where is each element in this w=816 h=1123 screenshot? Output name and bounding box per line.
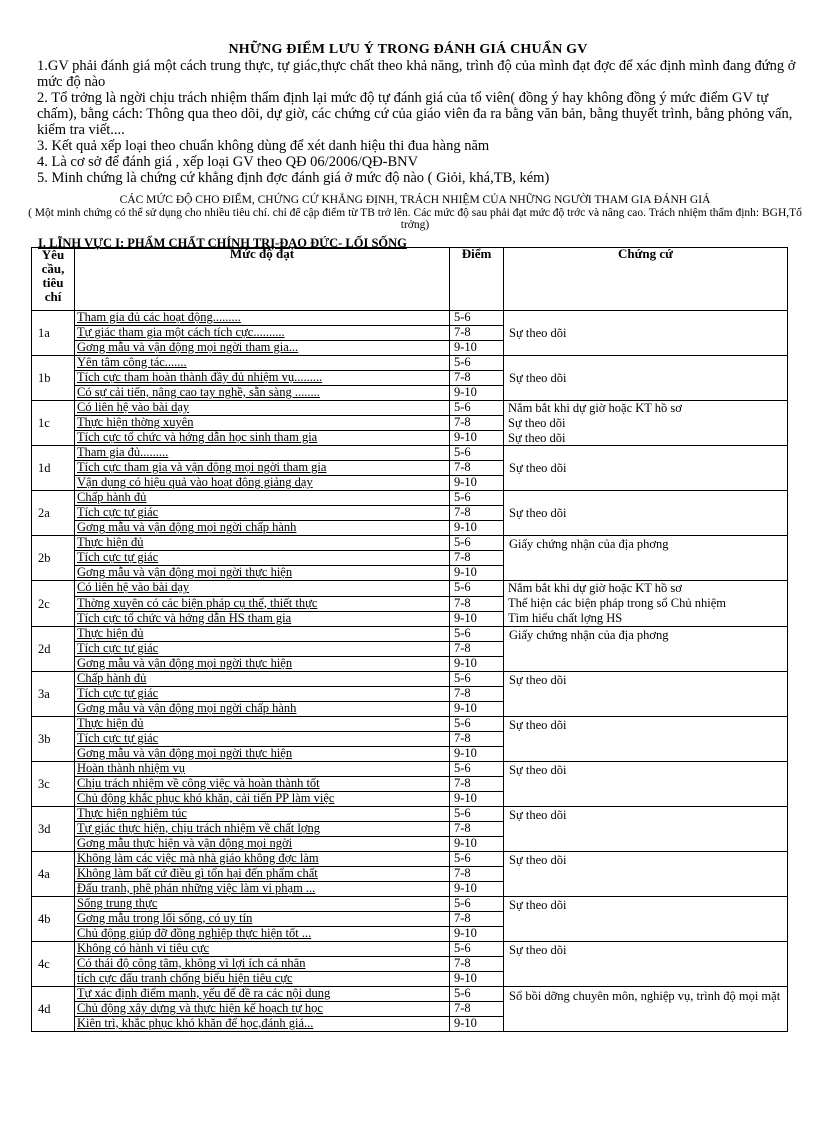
score-range: 9-10 [450,701,504,716]
score-range: 9-10 [450,386,504,401]
score-range: 9-10 [450,746,504,761]
criterion-id: 3b [32,716,75,761]
level-description: Thực hiện đủ [75,716,450,731]
evidence-cell: Sự theo dõi [504,716,788,761]
level-description: Chấp hành đủ [75,671,450,686]
score-range: 5-6 [450,896,504,911]
score-range: 7-8 [450,1001,504,1016]
score-range: 9-10 [450,611,504,626]
criterion-id: 1b [32,356,75,401]
intro-list [37,58,807,186]
score-range: 9-10 [450,341,504,356]
evidence-cell: Sự theo dõi [504,941,788,986]
level-description: Không có hành vi tiêu cực [75,941,450,956]
criterion-id: 1d [32,446,75,491]
level-description: Tích cực tổ chức và hớng dẫn học sinh tham gia [75,431,450,446]
criterion-id: 2d [32,626,75,671]
level-description: Chịu trách nhiệm về công việc và hoàn thành tốt [75,776,450,791]
level-description: Gơng mẫu và vận động mọi ngời chấp hành [75,521,450,536]
table-row [32,311,788,326]
level-description: Gơng mẫu trong lối sống, có uy tín [75,911,450,926]
score-range: 7-8 [450,911,504,926]
level-description: Thờng xuyên có các biện pháp cụ thể, thiết thực [75,596,450,611]
section-note: ( Một minh chứng có thể sử dụng cho nhiều tiêu chí. chỉ để cập điểm từ TB trở lên. Các mức độ sau phải đạt mức độ trớc và nâng cao. Trách nhiệm thẩm định: BGH,Tổ trởng) [28,207,802,231]
table-row [32,536,788,551]
level-description: Gơng mẫu và vận động mọi ngời thực hiện [75,566,450,581]
evidence-cell [504,401,788,446]
intro-item-2: 2. Tổ trởng là ngời chịu trách nhiệm thẩm định lại mức độ tự đánh giá của tổ viên( đồng ý hay không đồng ý mức điểm GV tự chấm), bằng cách: Thông qua theo dõi, dự giờ, các chứng cứ của giáo viên đa ra bằng văn bản, bằng thuyết trình, bằng phỏng vấn, kiểm tra viết.... [37,90,793,138]
level-description: Có liên hệ vào bài dạy [75,401,450,416]
score-range: 7-8 [450,596,504,611]
level-description: Tích cực tham hoàn thành đầy đủ nhiệm vụ......... [75,371,450,386]
score-range: 9-10 [450,971,504,986]
score-range: 7-8 [450,866,504,881]
score-range: 5-6 [450,356,504,371]
evidence-cell: Sự theo dõi [504,761,788,806]
score-range: 9-10 [450,1016,504,1031]
evidence-item: Sự theo dõi [508,415,566,430]
evidence-cell: Sự theo dõi [504,851,788,896]
score-range: 5-6 [450,446,504,461]
evidence-item: Nắm bắt khi dự giờ hoặc KT hồ sơ [508,401,682,415]
score-range: 7-8 [450,461,504,476]
score-range: 7-8 [450,551,504,566]
table-row [32,446,788,461]
evidence-cell: Sổ bồi dỡng chuyên môn, nghiệp vụ, trình độ mọi mặt [504,986,788,1031]
section-subheading: CÁC MỨC ĐỘ CHO ĐIỂM, CHỨNG CỨ KHẲNG ĐỊNH, TRÁCH NHIỆM CỦA NHỮNG NGƯỜI THAM GIA ĐÁNH GIÁ [119,194,711,206]
level-description: Không làm bất cứ điều gì tổn hại đến phẩm chất [75,866,450,881]
level-description: Gơng mẫu và vận động mọi ngời tham gia... [75,341,450,356]
header-evidence: Chứng cứ [504,248,788,311]
evidence-cell: Sự theo dõi [504,491,788,536]
score-range: 7-8 [450,326,504,341]
score-range: 7-8 [450,821,504,836]
level-description: Tự giác tham gia một cách tích cực.......... [75,326,450,341]
score-range: 5-6 [450,581,504,596]
evidence-cell: Giấy chứng nhận của địa phơng [504,536,788,581]
criterion-id: 3c [32,761,75,806]
level-description: Tích cực tham gia và vận động mọi ngời tham gia [75,461,450,476]
table-row [32,581,788,596]
criterion-id: 2a [32,491,75,536]
level-description: Thực hiện thờng xuyên [75,416,450,431]
criterion-id: 4b [32,896,75,941]
table-row [32,401,788,416]
table-row [32,806,788,821]
evidence-item: Thể hiện các biện pháp trong sổ Chủ nhiệm [508,596,726,611]
level-description: Chủ động xây dựng và thực hiện kế hoạch tự học [75,1001,450,1016]
score-range: 9-10 [450,791,504,806]
level-description: Vận dụng có hiệu quả vào hoạt động giảng dạy [75,476,450,491]
table-row [32,491,788,506]
score-range: 7-8 [450,956,504,971]
level-description: Sống trung thực [75,896,450,911]
score-range: 5-6 [450,536,504,551]
level-description: Thực hiện nghiêm túc [75,806,450,821]
level-description: Có thái độ công tâm, không vì lợi ích cá nhân [75,956,450,971]
criterion-id: 4c [32,941,75,986]
score-range: 7-8 [450,641,504,656]
level-description: Kiên trì, khắc phục khó khăn để học,đánh giá... [75,1016,450,1031]
score-range: 5-6 [450,491,504,506]
table-header-row [32,248,788,311]
criterion-id: 2b [32,536,75,581]
score-range: 5-6 [450,311,504,326]
level-description: Tích cực tự giác [75,506,450,521]
score-range: 5-6 [450,626,504,641]
evidence-cell: Sự theo dõi [504,806,788,851]
evidence-cell: Sự theo dõi [504,671,788,716]
table-body [32,311,788,1032]
criterion-id: 3d [32,806,75,851]
score-range: 9-10 [450,431,504,446]
score-range: 9-10 [450,926,504,941]
table-row [32,626,788,641]
score-range: 9-10 [450,881,504,896]
intro-item-3: 3. Kết quả xếp loại theo chuẩn không dùng để xét danh hiệu thi đua hàng năm [37,138,490,154]
score-range: 9-10 [450,836,504,851]
table-row [32,986,788,1001]
table-row [32,671,788,686]
table-row [32,356,788,371]
evidence-cell: Sự theo dõi [504,896,788,941]
score-range: 7-8 [450,686,504,701]
level-description: Có sự cải tiến, nâng cao tay nghề, sẵn sàng ........ [75,386,450,401]
level-description: Thực hiện đủ [75,536,450,551]
criterion-id: 4d [32,986,75,1031]
level-description: Tích cực tổ chức và hớng dẫn HS tham gia [75,611,450,626]
section-heading: I. LĨNH VỰC I: PHẨM CHẤT CHÍNH TRỊ-ĐẠO ĐỨC- LỐI SỐNG [38,236,407,250]
level-description: Chấp hành đủ [75,491,450,506]
document-title: NHỮNG ĐIỂM LƯU Ý TRONG ĐÁNH GIÁ CHUẨN GV [228,42,588,57]
score-range: 5-6 [450,671,504,686]
level-description: Có liên hệ vào bài dạy [75,581,450,596]
score-range: 5-6 [450,986,504,1001]
score-range: 5-6 [450,401,504,416]
score-range: 9-10 [450,566,504,581]
score-range: 5-6 [450,761,504,776]
level-description: Tích cực tự giác [75,731,450,746]
score-range: 5-6 [450,851,504,866]
score-range: 9-10 [450,656,504,671]
intro-item-4: 4. Là cơ sở để đánh giá , xếp loại GV theo QĐ 06/2006/QĐ-BNV [37,154,419,170]
level-description: Gơng mẫu và vận động mọi ngời thực hiện [75,656,450,671]
evidence-cell: Sự theo dõi [504,356,788,401]
level-description: Tham gia đủ các hoạt động......... [75,311,450,326]
level-description: Đấu tranh, phê phán những việc làm vi phạm ... [75,881,450,896]
header-level: Mức độ đạt [75,248,450,311]
score-range: 5-6 [450,716,504,731]
table-row [32,716,788,731]
level-description: Tích cực tự giác [75,551,450,566]
score-range: 5-6 [450,806,504,821]
header-requirement: Yêu cầu, tiêu chí [32,248,75,311]
table-row [32,896,788,911]
evidence-item: Tìm hiểu chất lợng HS [508,610,623,625]
level-description: Tích cực tự giác [75,686,450,701]
level-description: Hoàn thành nhiệm vụ [75,761,450,776]
score-range: 7-8 [450,506,504,521]
level-description: Chủ động khắc phục khó khăn, cải tiến PP làm việc [75,791,450,806]
level-description: Gơng mẫu thực hiện và vận động mọi ngời [75,836,450,851]
score-range: 9-10 [450,521,504,536]
criterion-id: 1a [32,311,75,356]
score-range: 9-10 [450,476,504,491]
level-description: tích cực đấu tranh chống biểu hiện tiêu cực [75,971,450,986]
table-row [32,941,788,956]
table-row [32,851,788,866]
criterion-id: 1c [32,401,75,446]
evidence-cell: Sự theo dõi [504,446,788,491]
score-range: 7-8 [450,416,504,431]
evidence-cell [504,581,788,626]
intro-item-1: 1.GV phải đánh giá một cách trung thực, tự giác,thực chất theo khả năng, trình độ của mình đạt đợc để xác định mình đang đứng ở mức độ nào [37,58,796,90]
evidence-item: Sự theo dõi [508,430,566,445]
table-row [32,761,788,776]
criterion-id: 3a [32,671,75,716]
evidence-cell: Giấy chứng nhận của địa phơng [504,626,788,671]
level-description: Thực hiện đủ [75,626,450,641]
score-range: 7-8 [450,776,504,791]
score-range: 7-8 [450,731,504,746]
header-score: Điểm [450,248,504,311]
level-description: Gơng mẫu và vận động mọi ngời thực hiện [75,746,450,761]
level-description: Tích cực tự giác [75,641,450,656]
level-description: Yên tâm công tác....... [75,356,450,371]
criteria-table [31,247,788,1032]
criterion-id: 2c [32,581,75,626]
level-description: Tự giác thực hiện, chịu trách nhiệm về chất lợng [75,821,450,836]
evidence-cell: Sự theo dõi [504,311,788,356]
evidence-item: Nắm bắt khi dự giờ hoặc KT hồ sơ [508,581,682,596]
level-description: Gơng mẫu và vận động mọi ngời chấp hành [75,701,450,716]
score-range: 7-8 [450,371,504,386]
level-description: Chủ động giúp đỡ đồng nghiệp thực hiện tốt ... [75,926,450,941]
score-range: 5-6 [450,941,504,956]
criterion-id: 4a [32,851,75,896]
level-description: Tham gia đủ......... [75,446,450,461]
intro-item-5: 5. Minh chứng là chứng cứ khẳng định đợc đánh giá ở mức độ nào ( Giỏi, khá,TB, kém) [37,170,550,186]
level-description: Tự xác định điểm mạnh, yếu để đề ra các nội dung [75,986,450,1001]
level-description: Không làm các việc mà nhà giáo không đợc làm [75,851,450,866]
